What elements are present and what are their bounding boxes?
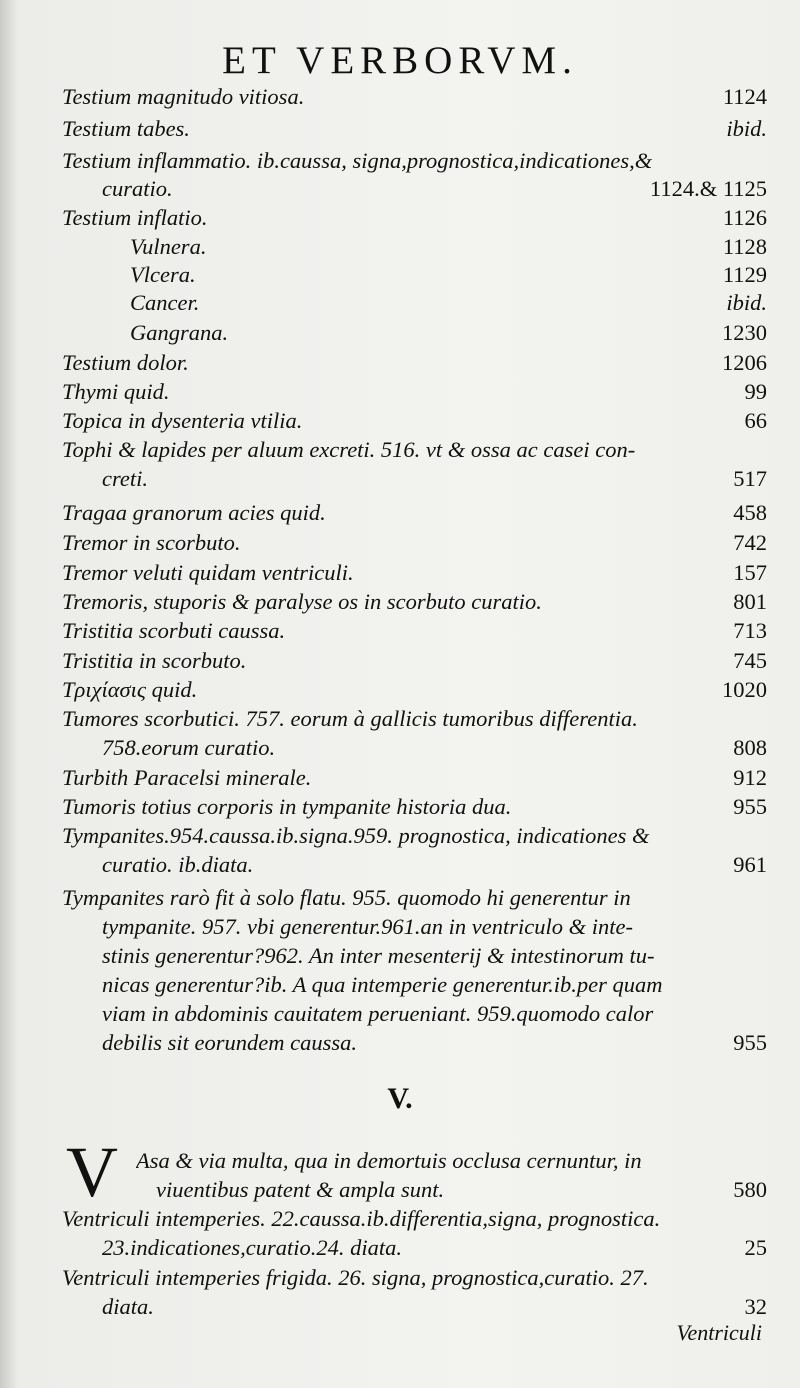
index-line: stinis generentur?962. An inter mesenterij & intestinorum tu- — [102, 943, 655, 968]
index-line: Thymi quid. 99 — [62, 379, 767, 404]
index-line: Turbith Paracelsi minerale. 912 — [62, 765, 767, 790]
index-line: curatio. 1124.& 1125 — [102, 176, 767, 201]
index-line: 23.indicationes,curatio.24. diata. 25 — [102, 1235, 767, 1260]
drop-cap: V — [66, 1132, 118, 1212]
index-line: Tragaa granorum acies quid. 458 — [62, 500, 767, 525]
index-line: Tophi & lapides per aluum excreti. 516. vt & ossa ac casei con- — [62, 437, 636, 462]
index-line: Vulnera. 1128 — [130, 234, 767, 259]
index-line: Testium inflatio. 1126 — [62, 205, 767, 230]
index-line: diata. 32 — [102, 1294, 767, 1319]
index-line: Vlcera. 1129 — [130, 262, 767, 287]
index-line: Tumoris totius corporis in tympanite historia dua. 955 — [62, 794, 767, 819]
index-line: Tremor in scorbuto. 742 — [62, 530, 767, 555]
index-line: Testium inflammatio. ib.caussa, signa,prognostica,indicationes,& — [62, 148, 653, 173]
index-line: Tristitia in scorbuto. 745 — [62, 648, 767, 673]
index-line: Gangrana. 1230 — [130, 320, 767, 345]
index-line: creti. 517 — [102, 466, 767, 491]
index-line: Topica in dysenteria vtilia. 66 — [62, 408, 767, 433]
index-line: debilis sit eorundem caussa. 955 — [102, 1030, 767, 1055]
index-line: tympanite. 957. vbi generentur.961.an in ventriculo & inte- — [102, 914, 633, 939]
index-line: Tremoris, stuporis & paralyse os in scorbuto curatio. 801 — [62, 589, 767, 614]
index-line: Asa & via multa, qua in demortuis occlusa cernuntur, in — [136, 1148, 642, 1173]
index-line: Τριχίασις quid. 1020 — [62, 677, 767, 702]
index-line: Testium magnitudo vitiosa. 1124 — [62, 84, 767, 109]
index-line: Ventriculi intemperies. 22.caussa.ib.differentia,signa, prognostica. — [62, 1206, 661, 1231]
index-line: Testium dolor. 1206 — [62, 350, 767, 375]
index-line: Testium tabes. ibid. — [62, 116, 767, 141]
index-line: nicas generentur?ib. A qua intemperie generentur.ib.per quam — [102, 972, 663, 997]
index-line: Tristitia scorbuti caussa. 713 — [62, 618, 767, 643]
index-line: viam in abdominis cauitatem perueniant. 959.quomodo calor — [102, 1001, 654, 1026]
index-line: Tumores scorbutici. 757. eorum à gallicis tumoribus differentia. — [62, 706, 638, 731]
index-line: Tympanites rarò fit à solo flatu. 955. quomodo hi generentur in — [62, 885, 631, 910]
index-line: curatio. ib.diata. 961 — [102, 852, 767, 877]
section-heading: V. — [387, 1082, 413, 1115]
index-line: Tympanites.954.caussa.ib.signa.959. prognostica, indicationes & — [62, 823, 650, 848]
catchword: Ventriculi — [676, 1320, 762, 1345]
index-line: 758.eorum curatio. 808 — [102, 735, 767, 760]
index-line: Tremor veluti quidam ventriculi. 157 — [62, 560, 767, 585]
page-header: ET VERBORVM. — [222, 39, 578, 82]
index-line: Ventriculi intemperies frigida. 26. signa, prognostica,curatio. 27. — [62, 1265, 649, 1290]
index-line: Cancer. ibid. — [130, 290, 767, 315]
index-line: viuentibus patent & ampla sunt. 580 — [156, 1177, 767, 1202]
